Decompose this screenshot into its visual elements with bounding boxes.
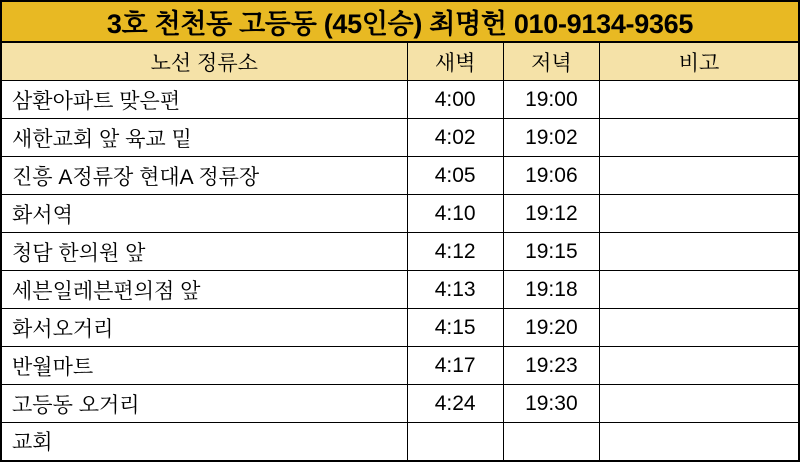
cell-dawn: 4:24 <box>407 385 503 423</box>
table-row <box>1 195 799 233</box>
cell-note <box>599 271 799 309</box>
cell-note <box>599 385 799 423</box>
table-row <box>1 385 799 423</box>
cell-dawn <box>407 423 503 461</box>
cell-evening: 19:23 <box>503 347 599 385</box>
table-row <box>1 233 799 271</box>
cell-evening <box>503 423 599 461</box>
column-header-dawn: 새벽 <box>407 43 503 81</box>
cell-dawn: 4:10 <box>407 195 503 233</box>
cell-dawn: 4:17 <box>407 347 503 385</box>
table-row <box>1 119 799 157</box>
cell-stop: 청담 한의원 앞 <box>1 233 407 271</box>
cell-note <box>599 195 799 233</box>
cell-note <box>599 119 799 157</box>
cell-dawn: 4:02 <box>407 119 503 157</box>
column-header-evening: 저녁 <box>503 43 599 81</box>
cell-dawn: 4:12 <box>407 233 503 271</box>
table-row <box>1 347 799 385</box>
cell-evening: 19:00 <box>503 81 599 119</box>
table-header <box>1 43 799 81</box>
cell-stop: 화서역 <box>1 195 407 233</box>
cell-evening: 19:15 <box>503 233 599 271</box>
bus-schedule-table <box>0 42 800 462</box>
cell-evening: 19:02 <box>503 119 599 157</box>
cell-note <box>599 233 799 271</box>
table-body <box>1 81 799 461</box>
cell-note <box>599 309 799 347</box>
cell-stop: 반월마트 <box>1 347 407 385</box>
cell-evening: 19:12 <box>503 195 599 233</box>
cell-dawn: 4:15 <box>407 309 503 347</box>
cell-note <box>599 423 799 461</box>
page-title: 3호 천천동 고등동 (45인승) 최명헌 010-9134-9365 <box>106 9 694 39</box>
cell-note <box>599 157 799 195</box>
cell-evening: 19:18 <box>503 271 599 309</box>
title-bar <box>0 0 800 42</box>
cell-dawn: 4:05 <box>407 157 503 195</box>
cell-evening: 19:30 <box>503 385 599 423</box>
column-header-stop: 노선 정류소 <box>1 43 407 81</box>
cell-stop: 화서오거리 <box>1 309 407 347</box>
cell-evening: 19:06 <box>503 157 599 195</box>
table-row <box>1 271 799 309</box>
cell-dawn: 4:00 <box>407 81 503 119</box>
column-header-note: 비고 <box>599 43 799 81</box>
table-row <box>1 81 799 119</box>
table-row <box>1 309 799 347</box>
cell-dawn: 4:13 <box>407 271 503 309</box>
cell-stop: 고등동 오거리 <box>1 385 407 423</box>
cell-stop: 새한교회 앞 육교 밑 <box>1 119 407 157</box>
cell-note <box>599 347 799 385</box>
cell-evening: 19:20 <box>503 309 599 347</box>
cell-stop: 진흥 A정류장 현대A 정류장 <box>1 157 407 195</box>
cell-note <box>599 81 799 119</box>
table-row <box>1 157 799 195</box>
table-row <box>1 423 799 461</box>
cell-stop: 교회 <box>1 423 407 461</box>
table-header-row <box>1 43 799 81</box>
cell-stop: 세븐일레븐편의점 앞 <box>1 271 407 309</box>
cell-stop: 삼환아파트 맞은편 <box>1 81 407 119</box>
